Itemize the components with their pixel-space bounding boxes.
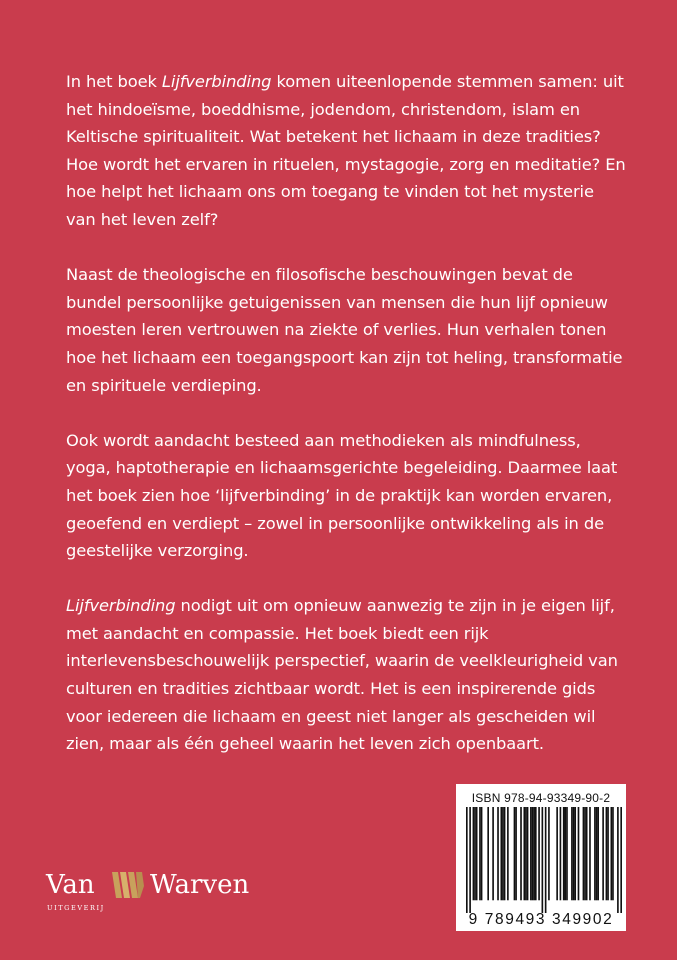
- isbn-label: ISBN 978-94-93349-90-2: [471, 791, 611, 805]
- barcode-bar: [583, 807, 585, 900]
- barcode-bar: [617, 807, 619, 913]
- barcode-bar: [556, 807, 558, 900]
- barcode-bar: [548, 807, 550, 900]
- barcode-bar: [479, 807, 481, 900]
- barcode-bar: [520, 807, 522, 900]
- barcode-bar: [607, 807, 609, 900]
- barcode-bar: [500, 807, 502, 900]
- barcode-bar: [594, 807, 596, 900]
- barcode-bar: [487, 807, 489, 900]
- publisher-mark-icon: [110, 868, 146, 902]
- barcode-bar: [560, 807, 562, 900]
- barcode-bar: [514, 807, 516, 900]
- barcode-bars: [466, 807, 622, 913]
- paragraph-text: komen uiteenlopende stemmen samen: uit het hindoeïsme, boeddhisme, jodendom, christendom, islam en Keltische spiritualiteit. Wat betekent het lichaam in deze tradities? Hoe wordt het ervaren in rituelen, mystagogie, zorg en meditatie? En hoe helpt het lichaam ons om toegang te vinden tot het mysterie van het leven zelf?: [66, 72, 626, 229]
- barcode-bar: [533, 807, 535, 900]
- barcode-bar: [606, 807, 608, 900]
- paragraph-invitation: [66, 592, 626, 758]
- barcode-bar: [530, 807, 532, 900]
- barcode-bar: [602, 807, 604, 900]
- paragraph-text: nodigt uit om opnieuw aanwezig te zijn in je eigen lijf, met aandacht en compassie. Het boek biedt een rijk interlevensbeschouwelijk perspectief, waarin de veelkleurigheid van culturen en tradities zichtbaar wordt. Het is een inspirerende gids voor iedereen die lichaam en geest niet langer als gescheiden wil zien, maar als één geheel waarin het leven zich openbaart.: [66, 596, 618, 754]
- book-title-italic: Lijfverbinding: [161, 72, 272, 91]
- barcode-bar: [597, 807, 599, 900]
- barcode-bar: [571, 807, 573, 900]
- barcode-digits: 9 789493 349902: [468, 911, 614, 928]
- barcode-bar: [574, 807, 576, 900]
- barcode-bar: [527, 807, 529, 900]
- barcode-bar: [515, 807, 517, 900]
- publisher-subtitle: UITGEVERIJ: [47, 904, 105, 912]
- barcode-bar: [535, 807, 537, 900]
- barcode-bar: [573, 807, 575, 900]
- paragraph-methods: Ook wordt aandacht besteed aan methodieken als mindfulness, yoga, haptotherapie en lichaamsgerichte begeleiding. Daarmee laat het boek zien hoe ‘lijfverbinding’ in de praktijk kan worden ervaren, geoefend en verdiept – zowel in persoonlijke ontwikkeling als in de geestelijke verzorging.: [66, 430, 618, 561]
- barcode-bar: [532, 807, 534, 900]
- book-title-italic: Lijfverbinding: [66, 596, 176, 616]
- barcode-bar: [612, 807, 614, 900]
- barcode-bar: [474, 807, 476, 900]
- barcode-bar: [469, 807, 471, 913]
- barcode-bar: [584, 807, 586, 900]
- barcode-bar: [481, 807, 483, 900]
- barcode-bar: [504, 807, 506, 900]
- barcode-bar: [497, 807, 499, 900]
- barcode-bar: [563, 807, 565, 900]
- barcode-bar: [611, 807, 613, 900]
- barcode-bar: [545, 807, 547, 913]
- publisher-name-van: Van: [46, 870, 95, 900]
- barcode-bar: [502, 807, 504, 900]
- back-cover-text: [66, 68, 626, 785]
- barcode-bar: [473, 807, 475, 900]
- barcode-bar: [586, 807, 588, 900]
- paragraph-text: In het boek: [66, 72, 162, 91]
- barcode-bar: [565, 807, 567, 900]
- publisher-logo: [46, 868, 286, 918]
- publisher-name-warven: Warven: [150, 870, 250, 900]
- barcode-bar: [507, 807, 509, 900]
- barcode-bar: [492, 807, 494, 900]
- paragraph-intro: [66, 68, 626, 234]
- barcode-bar: [620, 807, 622, 913]
- barcode-bar: [523, 807, 525, 900]
- barcode-bar: [596, 807, 598, 900]
- barcode-bar: [578, 807, 580, 900]
- barcode-bar: [566, 807, 568, 900]
- barcode-bar: [538, 807, 540, 900]
- barcode-bar: [589, 807, 591, 900]
- paragraph-testimonies: Naast de theologische en filosofische beschouwingen bevat de bundel persoonlijke getuigenissen van mensen die hun lijf opnieuw moesten leren vertrouwen na ziekte of verlies. Hun verhalen tonen hoe het lichaam een toegangspoort kan zijn tot heling, transformatie en spirituele verdieping.: [66, 265, 623, 395]
- isbn-barcode: [456, 784, 626, 931]
- barcode-bar: [525, 807, 527, 900]
- barcode-bar: [466, 807, 468, 913]
- barcode-bar: [476, 807, 478, 900]
- barcode-bar: [542, 807, 544, 913]
